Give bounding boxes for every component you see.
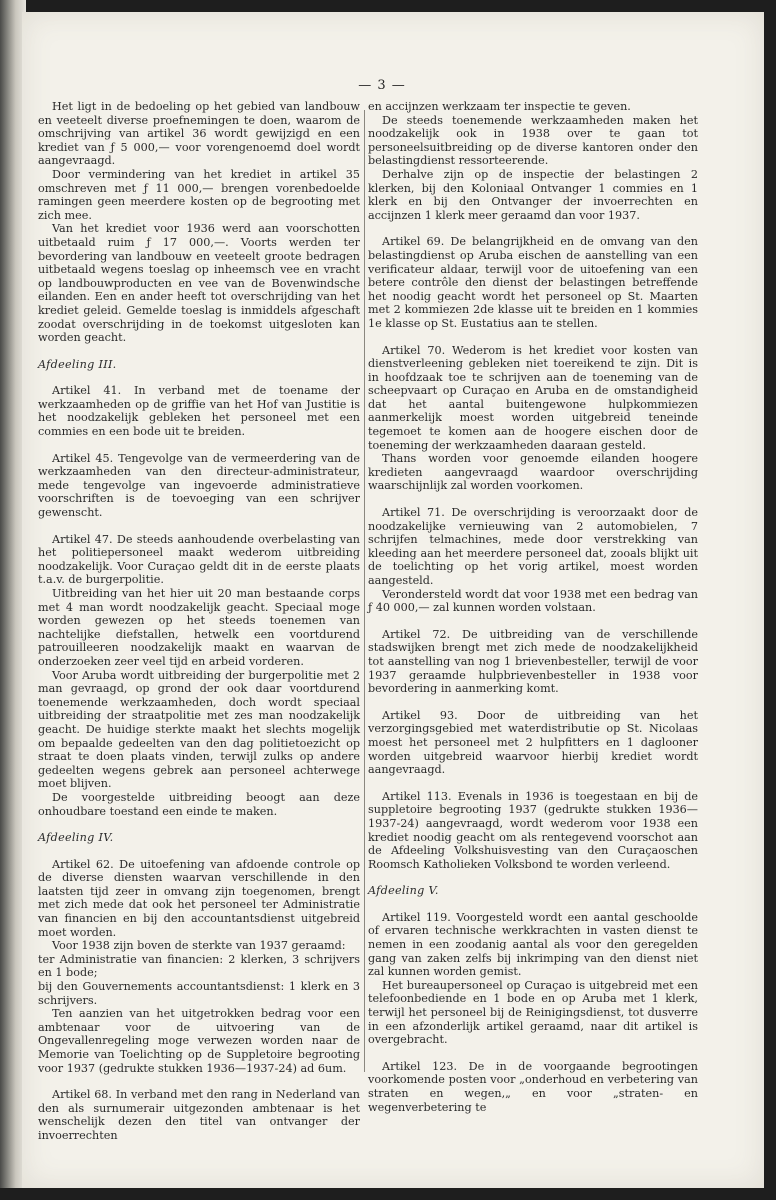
paragraph: Artikel 71. De overschrijding is veroorzaakt door de noodzakelijke vernieuwing van 2 automobielen, 7 schrijfen telmachines, mede door verstrekking van kleeding aan het meerdere personeel dat, zooals blijkt uit de toelichting op het vorig artikel, moest worden aangesteld.: [368, 506, 698, 587]
paragraph-gap: [38, 345, 360, 358]
paragraph-gap: [368, 222, 698, 235]
paragraph-gap: [368, 871, 698, 884]
paragraph-gap: [38, 439, 360, 452]
paragraph: Door vermindering van het krediet in artikel 35 omschreven met ƒ 11 000,— brengen vorenbedoelde ramingen geen meerdere kosten op de begrooting met zich mee.: [38, 167, 360, 222]
paragraph: Artikel 113. Evenals in 1936 is toegestaan en bij de suppletoire begrooting 1937 (gedrukte stukken 1936—1937-24) aangevraagd, wordt wederom voor 1938 een krediet noodig geacht om als rentegevend voorschot aan de Afdeeling Volkshuisvesting van den Curaçaoschen Roomsch Katholieken Volksbond te worden verleend.: [368, 789, 698, 871]
paragraph: Artikel 119. Voorgesteld wordt een aantal geschoolde of ervaren technische werkkrachten in vasten dienst te nemen in een zoodanig aantal als voor den geregelden gang van zaken zelfs bij inkrimping van den dienst niet zal kunnen worden gemist.: [368, 910, 698, 979]
paragraph: Artikel 72. De uitbreiding van de verschillende stadswijken brengt met zich mede de noodzakelijkheid tot aanstelling van nog 1 brievenbesteller, terwijl de voor 1937 geraamde hulpbrievenbesteller in 1938 voor bevordering in aanmerking komt.: [368, 627, 698, 696]
paragraph: Derhalve zijn op de inspectie der belastingen 2 klerken, bij den Koloniaal Ontvanger 1 commies en 1 klerk en bij den Ontvanger der invoerrechten en accijnzen 1 klerk meer geraamd dan voor 1937.: [368, 167, 698, 222]
page-number: — 3 —: [358, 78, 406, 93]
paragraph: Artikel 70. Wederom is het krediet voor kosten van dienstverleening gebleken niet toereikend te zijn. Dit is in hoofdzaak toe te schrijven aan de toeneming van de scheepvaart op Curaçao en Aruba en de omstandigheid dat het aantal buitengewone hulpkommiezen aanmerkelijk moest worden uitgebreid teneinde tegemoet te komen aan de hoogere eischen door de toeneming der werkzaamheden daaraan gesteld.: [368, 343, 698, 452]
paragraph: Artikel 45. Tengevolge van de vermeerdering van de werkzaamheden van den directeur-administrateur, mede tengevolge van ingevoerde administratieve voorschriften is de toevoeging van een schrijver gewenscht.: [38, 451, 360, 520]
paragraph-gap: [368, 898, 698, 911]
paragraph: Verondersteld wordt dat voor 1938 met een bedrag van ƒ 40 000,— zal kunnen worden volstaan.: [368, 587, 698, 615]
left-column: [38, 100, 360, 1143]
paragraph: Artikel 62. De uitoefening van afdoende controle op de diverse diensten waarvan verschillende in den laatsten tijd zeer in omvang zijn toegenomen, brengt met zich mede dat ook het personeel ter Administratie van financien en bij den accountantsdienst uitgebreid moet worden.: [38, 857, 360, 939]
paragraph: Ten aanzien van het uitgetrokken bedrag voor een ambtenaar voor de uitvoering van de Ongevallenregeling moge verwezen worden naar de Memorie van Toelichting op de Suppletoire begrooting voor 1937 (gedrukte stukken 1936—1937-24) ad 6um.: [38, 1007, 360, 1075]
paragraph: Thans worden voor genoemde eilanden hoogere kredieten aangevraagd waardoor overschrijding waarschijnlijk zal worden voorkomen.: [368, 452, 698, 493]
paragraph-gap: [38, 818, 360, 831]
paragraph-gap: [368, 493, 698, 506]
paragraph: ter Administratie van financien: 2 klerken, 3 schrijvers en 1 bode;: [38, 952, 360, 980]
paragraph: Artikel 47. De steeds aanhoudende overbelasting van het politiepersoneel maakt wederom uitbreiding noodzakelijk. Voor Curaçao geldt dit in de eerste plaats t.a.v. de burgerpolitie.: [38, 532, 360, 587]
paragraph-gap: [38, 371, 360, 384]
paragraph: Artikel 93. Door de uitbreiding van het verzorgingsgebied met waterdistributie op St. Nicolaas moest het personeel met 2 hulpfitters en 1 daglooner worden uitgebreid waarvoor hierbij krediet wordt aangevraagd.: [368, 708, 698, 777]
paragraph: De steeds toenemende werkzaamheden maken het noodzakelijk ook in 1938 over te gaan tot personeelsuitbreiding op de diverse kantoren onder den belastingdienst ressorteerende.: [368, 113, 698, 168]
paragraph-gap: [368, 615, 698, 628]
paragraph-gap: [368, 1047, 698, 1060]
section-heading: Afdeeling V.: [368, 884, 439, 898]
paragraph-gap: [368, 696, 698, 709]
column-divider: [364, 110, 365, 1072]
paragraph: Artikel 69. De belangrijkheid en de omvang van den belastingdienst op Aruba eischen de aanstelling van een verificateur aldaar, terwijl voor de uitoefening van een betere contrôle den dienst der belastingen betreffende het noodig geacht wordt het personeel op St. Maarten met 2 kommiezen 2de klasse uit te breiden en 1 kommies 1e klasse op St. Eustatius aan te stellen.: [368, 235, 698, 330]
paragraph-gap: [38, 1075, 360, 1088]
paragraph: Artikel 123. De in de voorgaande begrootingen voorkomende posten voor „onderhoud en verbetering van straten en wegen,„ en voor „straten- en wegenverbetering te: [368, 1059, 698, 1114]
paragraph: Uitbreiding van het hier uit 20 man bestaande corps met 4 man wordt noodzakelijk geacht. Speciaal moge worden gewezen op het steeds toenemen van nachtelijke diefstallen, hetwelk een voortdurend patrouilleeren noodzakelijk maakt en waarvan de onderzoeken zeer veel tijd en arbeid vorderen.: [38, 587, 360, 668]
paragraph-gap: [368, 777, 698, 790]
paragraph-gap: [38, 520, 360, 533]
paragraph: De voorgestelde uitbreiding beoogt aan deze onhoudbare toestand een einde te maken.: [38, 790, 360, 818]
paragraph: Van het krediet voor 1936 werd aan voorschotten uitbetaald ruim ƒ 17 000,—. Voorts werden ter bevordering van landbouw en veeteelt groote bedragen uitbetaald wegens toeslag op inheemsch vee en vracht op landbouwproducten en vee van de Bovenwindsche eilanden. Een en ander heeft tot overschrijding van het krediet geleid. Gemelde toeslag is inmiddels afgeschaft zoodat overschrijding in de toekomst uitgesloten kan worden geacht.: [38, 222, 360, 345]
paragraph: bij den Gouvernements accountantsdienst: 1 klerk en 3 schrijvers.: [38, 980, 360, 1007]
section-heading: Afdeeling IV.: [38, 831, 114, 845]
paragraph: Het bureaupersoneel op Curaçao is uitgebreid met een telefoonbediende en 1 bode en op Aruba met 1 klerk, terwijl het personeel bij de Reinigingsdienst, tot dusverre in een afzonderlijk artikel geraamd, naar dit artikel is overgebracht.: [368, 978, 698, 1047]
paragraph-gap: [368, 331, 698, 344]
paragraph: en accijnzen werkzaam ter inspectie te geven.: [368, 100, 631, 113]
paragraph-gap: [38, 845, 360, 858]
right-column: [368, 100, 698, 1114]
paragraph: Het ligt in de bedoeling op het gebied van landbouw en veeteelt diverse proefnemingen te doen, waarom de omschrijving van artikel 36 wordt gewijzigd en een krediet van ƒ 5 000,— voor vorengenoemd doel wordt aangevraagd.: [38, 100, 360, 168]
paragraph: Voor Aruba wordt uitbreiding der burgerpolitie met 2 man gevraagd, op grond der ook daar voortdurend toenemende werkzaamheden, doch wordt speciaal uitbreiding der straatpolitie met zes man noodzakelijk geacht. De huidige sterkte maakt het slechts mogelijk om bepaalde gedeelten van den dag politietoezicht op straat te doen plaats vinden, terwijl zulks op andere gedeelten wegens gebrek aan personeel achterwege moet blijven.: [38, 668, 360, 791]
paragraph: Artikel 41. In verband met de toename der werkzaamheden op de griffie van het Hof van Justitie is het noodzakelijk gebleken het personeel met een commies en een bode uit te breiden.: [38, 384, 360, 439]
paragraph: Artikel 68. In verband met den rang in Nederland van den als surnumerair uitgezonden ambtenaar is het wenschelijk dezen den titel van ontvanger der invoerrechten: [38, 1088, 360, 1142]
paragraph: Voor 1938 zijn boven de sterkte van 1937 geraamd:: [52, 939, 346, 953]
section-heading: Afdeeling III.: [38, 357, 117, 371]
